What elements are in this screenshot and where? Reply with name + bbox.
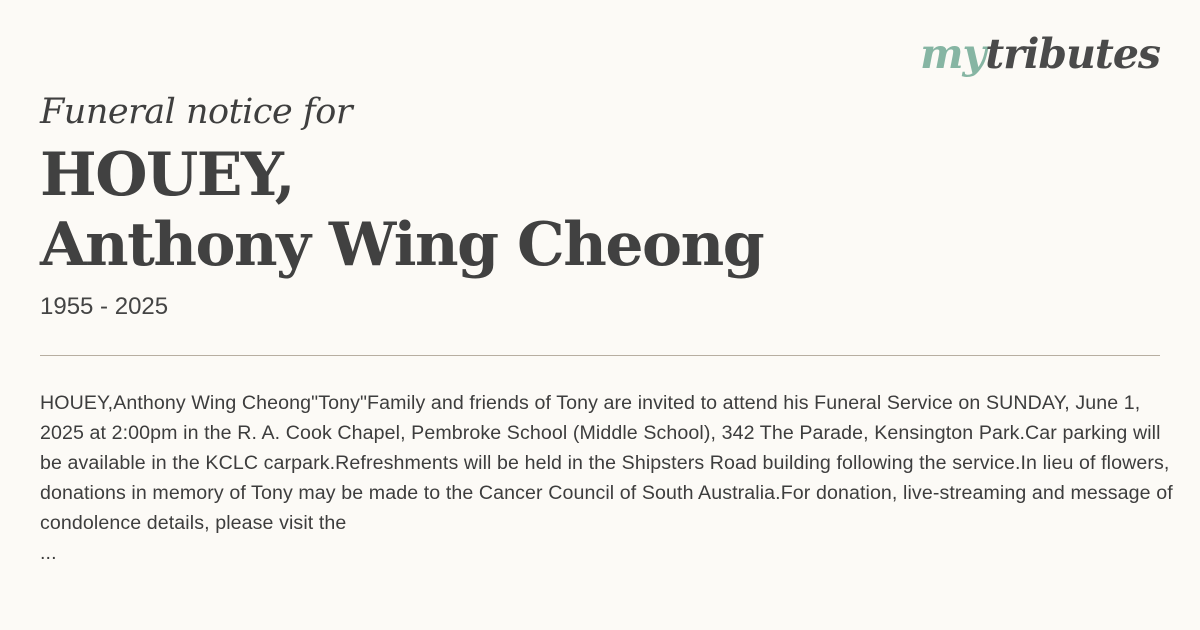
- life-dates: 1955 - 2025: [40, 293, 169, 320]
- deceased-surname: HOUEY,: [40, 140, 294, 210]
- logo-tributes-text: tributes: [985, 30, 1160, 78]
- logo-my-text: my: [920, 30, 986, 78]
- notice-truncation-ellipsis: ...: [40, 542, 57, 564]
- notice-body: [40, 388, 1175, 568]
- deceased-name: [40, 140, 1140, 280]
- notice-text: HOUEY,Anthony Wing Cheong"Tony"Family and friends of Tony are invited to attend his Funeral Service on SUNDAY, June 1, 2025 at 2:00pm in the R. A. Cook Chapel, Pembroke School (Middle School), 342 The Parade, Kensington Park.Car parking will be available in the KCLC carpark.Refreshments will be held in the Shipsters Road building following the service.In lieu of flowers, donations in memory of Tony may be made to the Cancer Council of South Australia.For donation, live-streaming and message of condolence details, please visit the: [40, 392, 1173, 534]
- mytributes-logo[interactable]: [920, 30, 1160, 79]
- notice-header: [40, 88, 1140, 324]
- deceased-given-names: Anthony Wing Cheong: [40, 210, 764, 280]
- section-divider: [40, 355, 1160, 356]
- notice-kicker: Funeral notice for: [40, 92, 353, 132]
